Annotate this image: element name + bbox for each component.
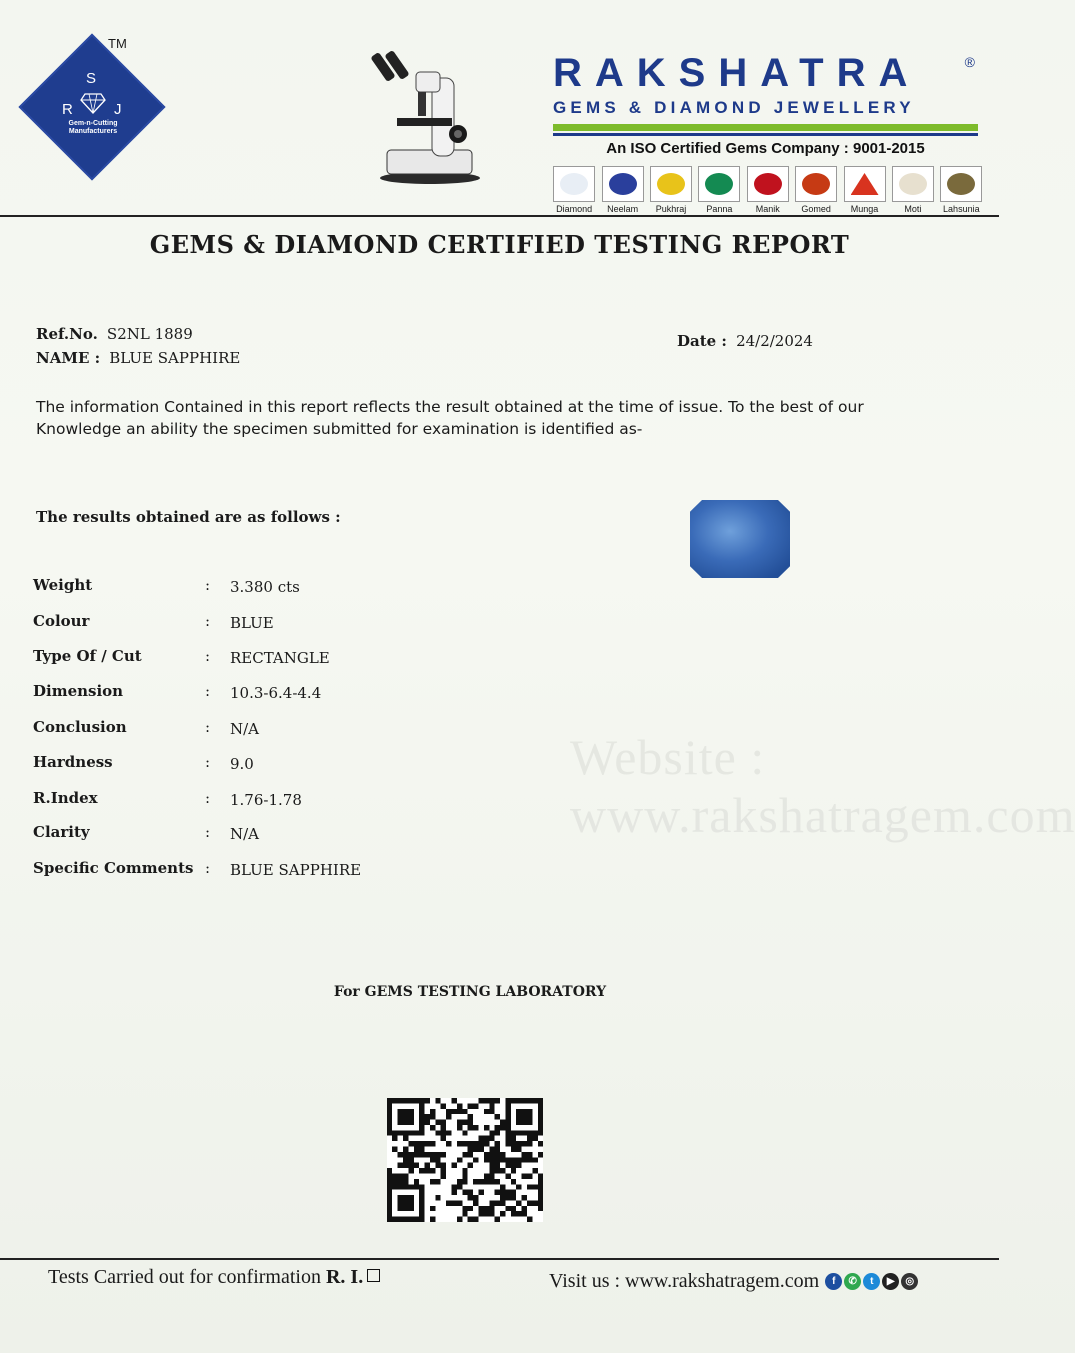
spec-value: 9.0 — [230, 755, 254, 773]
checkbox-icon — [367, 1269, 380, 1282]
gemstone-icon — [947, 173, 975, 195]
brand-block — [553, 50, 983, 136]
header-divider — [0, 215, 999, 217]
footer-confirmation-text: Tests Carried out for confirmation — [48, 1266, 321, 1288]
gem-label: Manik — [755, 204, 780, 214]
spec-label: Dimension — [33, 682, 124, 700]
gem-label: Munga — [850, 204, 879, 214]
spec-colon: : — [205, 753, 211, 771]
spec-value: N/A — [230, 720, 260, 738]
iso-certification: An ISO Certified Gems Company : 9001-2015 — [606, 140, 925, 157]
name-label: NAME : — [36, 349, 101, 367]
spec-row-clarity — [33, 823, 533, 847]
name-value: BLUE SAPPHIRE — [109, 349, 241, 367]
intro-line-2: Knowledge an ability the specimen submitted for examination is identified as- — [36, 420, 643, 438]
spec-label: Colour — [33, 612, 90, 630]
gem-swatch — [892, 166, 934, 202]
lab-signature-line: For GEMS TESTING LABORATORY — [333, 984, 607, 1000]
spec-row-weight — [33, 576, 533, 600]
gemstone-icon — [899, 173, 927, 195]
gemstone-icon — [705, 173, 733, 195]
trademark-mark: TM — [108, 36, 127, 51]
spec-colon: : — [205, 859, 211, 877]
footer-website[interactable]: Visit us : www.rakshatragem.com — [549, 1270, 820, 1292]
gemstone-icon — [609, 173, 637, 195]
gem-swatch — [698, 166, 740, 202]
brand-name: RAKSHATRA — [553, 51, 921, 95]
spec-label: Conclusion — [33, 718, 127, 736]
logo-letter-r: R — [62, 101, 73, 118]
qr-code[interactable] — [386, 1098, 544, 1222]
spec-row-dimension — [33, 682, 533, 706]
date-label: Date : — [677, 332, 727, 350]
gem-item-diamond — [550, 166, 598, 214]
spec-label: Clarity — [33, 823, 90, 841]
gem-item-panna — [695, 166, 743, 214]
gem-swatch — [844, 166, 886, 202]
spec-row-comments — [33, 859, 533, 883]
gemstone-icon — [560, 173, 588, 195]
brand-underline-blue — [553, 133, 978, 136]
date-value: 24/2/2024 — [736, 332, 813, 350]
gem-label: Lahsunia — [943, 204, 980, 214]
date-line — [677, 331, 813, 350]
gem-label: Pukhraj — [655, 204, 687, 214]
whatsapp-icon[interactable]: ✆ — [844, 1273, 861, 1290]
footer-divider — [0, 1258, 999, 1260]
spec-colon: : — [205, 647, 211, 665]
spec-value: BLUE SAPPHIRE — [230, 861, 362, 879]
spec-row-cut — [33, 647, 533, 671]
gem-label: Diamond — [556, 204, 593, 214]
spec-row-conclusion — [33, 718, 533, 742]
gemstone-photo — [690, 500, 790, 578]
spec-label: Weight — [33, 576, 93, 594]
youtube-icon[interactable]: ▶ — [882, 1273, 899, 1290]
gem-item-neelam — [598, 166, 646, 214]
footer-ri-label: R. I. — [325, 1266, 364, 1288]
intro-paragraph — [36, 396, 866, 440]
gem-item-munga — [840, 166, 888, 214]
spec-label: R.Index — [33, 789, 98, 807]
gemstone-icon — [657, 173, 685, 195]
footer-visit — [549, 1270, 918, 1293]
spec-row-colour — [33, 612, 533, 636]
name-line — [36, 348, 240, 367]
gem-item-pukhraj — [647, 166, 695, 214]
gem-label: Gomed — [801, 204, 831, 214]
gem-swatch — [795, 166, 837, 202]
spec-row-rindex — [33, 789, 533, 813]
footer-confirmation — [48, 1266, 380, 1289]
spec-value: 1.76-1.78 — [230, 791, 302, 809]
gem-swatch — [940, 166, 982, 202]
gem-item-manik — [744, 166, 792, 214]
spec-label: Hardness — [33, 753, 113, 771]
spec-value: 10.3-6.4-4.4 — [230, 684, 322, 702]
brand-underline-green — [553, 124, 978, 131]
spec-row-hardness — [33, 753, 533, 777]
gem-item-lahsunia — [937, 166, 985, 214]
spec-value: 3.380 cts — [230, 578, 300, 596]
registered-mark: ® — [964, 54, 975, 70]
brand-tagline: GEMS & DIAMOND JEWELLERY — [553, 98, 915, 117]
spec-colon: : — [205, 612, 211, 630]
gemstone-icon — [802, 173, 830, 195]
spec-colon: : — [205, 682, 211, 700]
twitter-icon[interactable]: t — [863, 1273, 880, 1290]
spec-label: Specific Comments — [33, 859, 194, 877]
spec-label: Type Of / Cut — [33, 647, 142, 665]
logo-letter-s: S — [86, 70, 97, 87]
website-watermark: Website : www.rakshatragem.com — [570, 729, 1075, 843]
logo-subtitle: Gem-n-Cutting Manufacturers — [68, 120, 118, 135]
ref-label: Ref.No. — [36, 325, 98, 343]
gem-strip — [550, 166, 986, 214]
gemstone-icon — [754, 173, 782, 195]
spec-colon: : — [205, 789, 211, 807]
facebook-icon[interactable]: f — [825, 1273, 842, 1290]
gem-swatch — [602, 166, 644, 202]
gem-item-gomed — [792, 166, 840, 214]
gem-label: Neelam — [607, 204, 639, 214]
microscope-icon — [372, 50, 482, 185]
gem-label: Moti — [904, 204, 922, 214]
report-title: GEMS & DIAMOND CERTIFIED TESTING REPORT — [149, 230, 850, 259]
spec-value: RECTANGLE — [230, 649, 330, 667]
spec-value: N/A — [230, 825, 260, 843]
gem-item-moti — [889, 166, 937, 214]
intro-line-1: The information Contained in this report reflects the result obtained at the time of issue. To the best of our — [36, 398, 864, 416]
gem-label: Panna — [706, 204, 733, 214]
results-heading: The results obtained are as follows : — [36, 508, 341, 526]
logo-letter-j: J — [114, 101, 122, 118]
gem-swatch — [650, 166, 692, 202]
gemstone-icon — [851, 173, 879, 195]
spec-value: BLUE — [230, 614, 274, 632]
spec-colon: : — [205, 823, 211, 841]
gem-swatch — [747, 166, 789, 202]
spec-colon: : — [205, 718, 211, 736]
ref-value: S2NL 1889 — [106, 325, 193, 343]
gem-swatch — [553, 166, 595, 202]
diamond-icon — [80, 92, 106, 114]
ref-line — [36, 324, 193, 343]
instagram-icon[interactable]: ◎ — [901, 1273, 918, 1290]
spec-colon: : — [205, 576, 211, 594]
